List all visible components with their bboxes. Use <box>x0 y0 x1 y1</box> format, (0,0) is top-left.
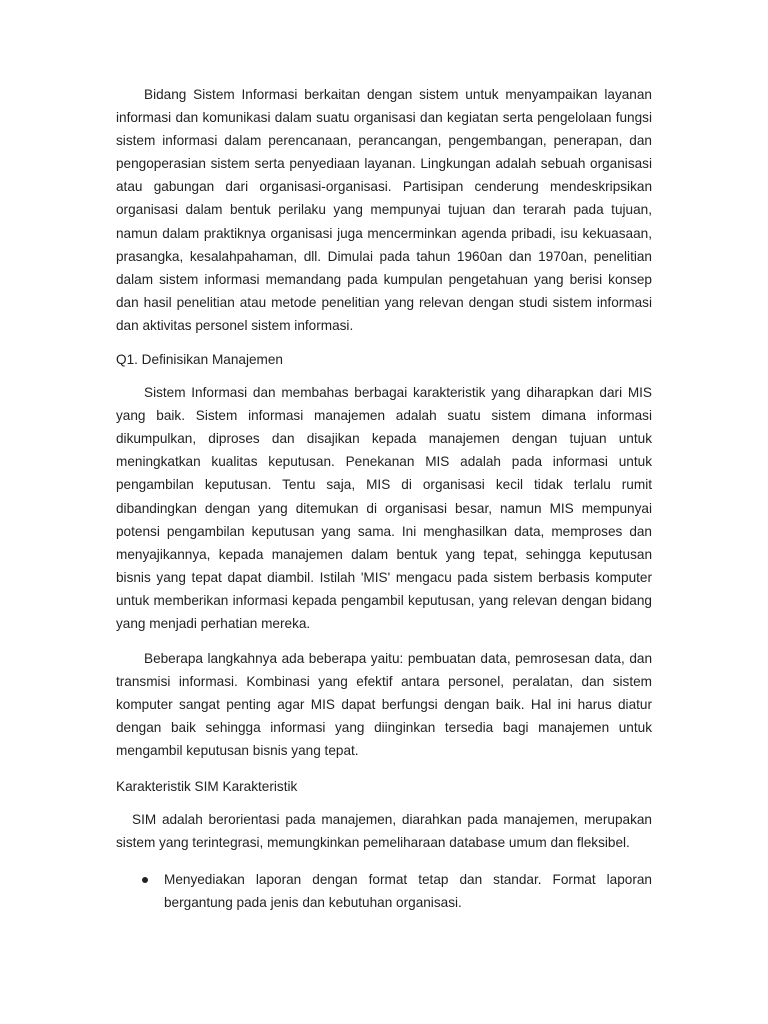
document-page <box>116 83 652 914</box>
list-item <box>116 868 652 914</box>
section-heading-sim: Karakteristik SIM Karakteristik <box>116 778 298 794</box>
bullet-text: Menyediakan laporan dengan format tetap dan standar. Format laporan bergantung pada jenis dan kebutuhan organisasi. <box>164 871 652 910</box>
bullet-icon <box>142 877 148 883</box>
q1-paragraph-1: Sistem Informasi dan membahas berbagai karakteristik yang diharapkan dari MIS yang baik. Sistem informasi manajemen adalah suatu sistem dimana informasi dikumpulkan, diproses dan disajikan kepada manajemen dengan tujuan untuk meningkatkan kualitas keputusan. Penekanan MIS adalah pada informasi untuk pengambilan keputusan. Tentu saja, MIS di organisasi kecil tidak terlalu rumit dibandingkan dengan yang ditemukan di organisasi besar, namun MIS mempunyai potensi pengambilan keputusan yang sama. Ini menghasilkan data, memproses dan menyajikannya, kepada manajemen dalam bentuk yang tepat, sehingga keputusan bisnis yang tepat dapat diambil. Istilah 'MIS' mengacu pada sistem berbasis komputer untuk memberikan informasi kepada pengambil keputusan, yang relevan dengan bidang yang menjadi perhatian mereka. <box>116 385 652 631</box>
section-heading-q1: Q1. Definisikan Manajemen <box>116 352 283 368</box>
bullet-list <box>116 868 652 914</box>
q1-paragraph-2: Beberapa langkahnya ada beberapa yaitu: pembuatan data, pemrosesan data, dan transmisi informasi. Kombinasi yang efektif antara personel, peralatan, dan sistem komputer sangat penting agar MIS dapat berfungsi dengan baik. Hal ini harus diatur dengan baik sehingga informasi yang diinginkan tersedia bagi manajemen untuk mengambil keputusan bisnis yang tepat. <box>116 651 652 759</box>
intro-paragraph: Bidang Sistem Informasi berkaitan dengan sistem untuk menyampaikan layanan informasi dan komunikasi dalam suatu organisasi dan kegiatan serta pengelolaan fungsi sistem informasi dalam perencanaan, perancangan, pengembangan, penerapan, dan pengoperasian sistem serta penyediaan layanan. Lingkungan adalah sebuah organisasi atau gabungan dari organisasi-organisasi. Partisipan cenderung mendeskripsikan organisasi dalam bentuk perilaku yang mempunyai tujuan dan terarah pada tujuan, namun dalam praktiknya organisasi juga mencerminkan agenda pribadi, isu kekuasaan, prasangka, kesalahpahaman, dll. Dimulai pada tahun 1960an dan 1970an, penelitian dalam sistem informasi memandang pada kumpulan pengetahuan yang berisi konsep dan hasil penelitian atau metode penelitian yang relevan dengan studi sistem informasi dan aktivitas personel sistem informasi. <box>116 87 652 333</box>
sim-paragraph: SIM adalah berorientasi pada manajemen, diarahkan pada manajemen, merupakan sistem yang terintegrasi, memungkinkan pemeliharaan database umum dan fleksibel. <box>116 811 652 850</box>
